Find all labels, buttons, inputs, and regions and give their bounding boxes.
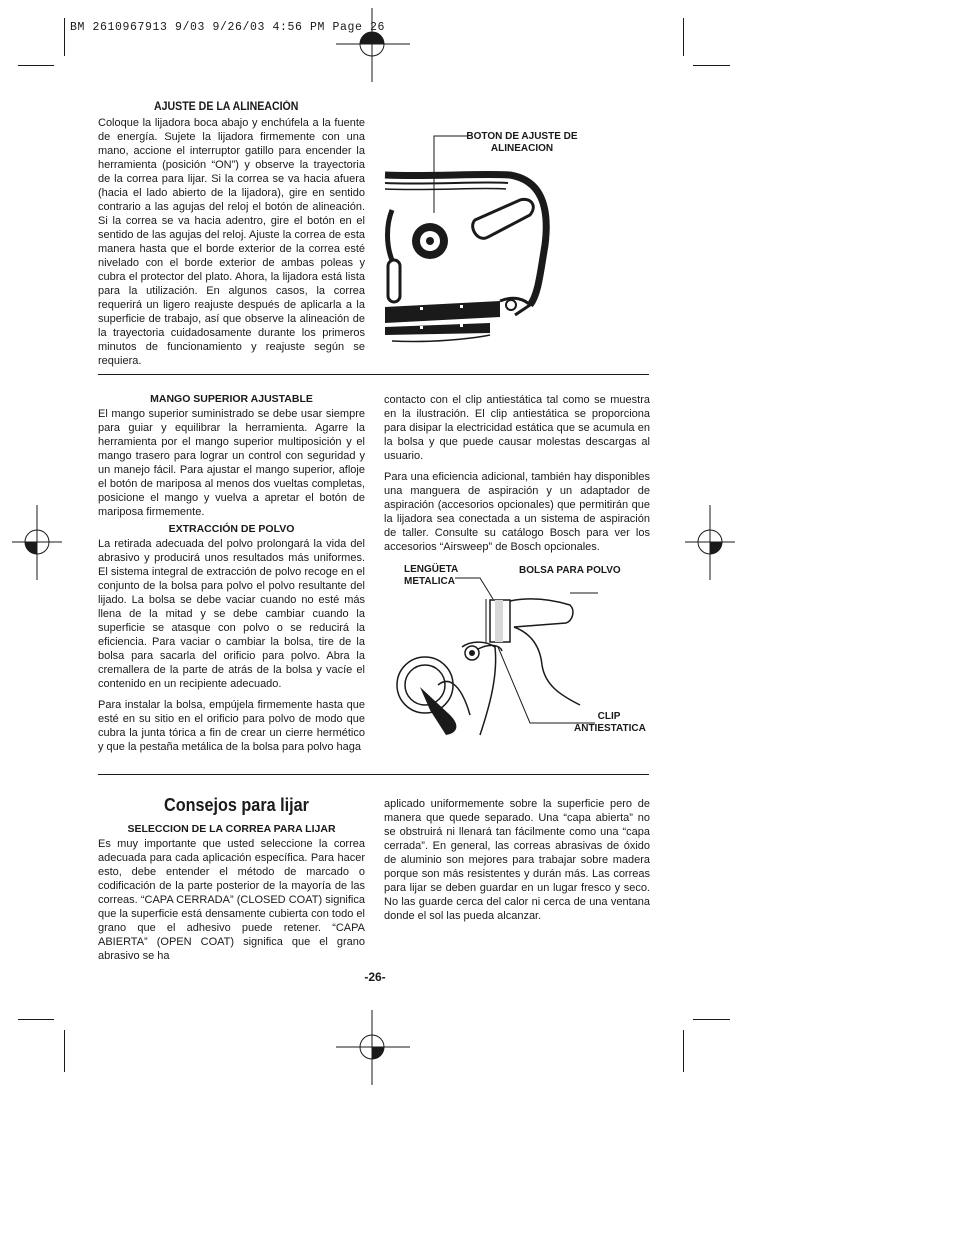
- label-line: ANTIESTATICA: [574, 723, 646, 734]
- label-line: BOTON DE AJUSTE DE: [466, 131, 578, 142]
- dust-bag-illustration: [390, 575, 640, 755]
- handle-body: El mango superior suministrado se debe usar siempre para guiar y equilibrar la herramienta. Agarre la herramienta por el mango superior multiposición y el mango trasero para lograr un control con seguridad y un manejo fácil. Para ajustar el mango superior, afloje el botón de mariposa al menos dos vueltas completas, posicione el mango y vuelva a apretar el botón de mariposa firmemente.: [98, 408, 365, 518]
- paragraph: La retirada adecuada del polvo prolongará la vida del abrasivo y producirá unos resultados más uniformes. El sistema integral de extracción de polvo recoge en el conjunto de la bolsa para polvo el polvo resultante del lijado. La bolsa se debe vaciar cuando no esté más llena de la mitad y se debe cambiar cuando la superficie se atasque con polvo o se reducirá la eficiencia. Para vaciar o cambiar la bolsa, tire de la bolsa para sacarla del orificio para polvo. Abra la cremallera de la parte de atrás de la bolsa y vacíe el contenido en un recipiente adecuado.: [98, 538, 365, 690]
- dust-body-left: [98, 537, 365, 761]
- alignment-body: Coloque la lijadora boca abajo y enchúfela a la fuente de energía. Sujete la lijadora firmemente con una mano, accione el interruptor gatillo para encender la herramienta (posición “ON”) y observe la trayectoria de la correa para lijar. Si la correa se va hacia afuera (hacia el lado abierto de la lijadora), gire en sentido contrario a las agujas del reloj el botón de alineación. Si la correa se va hacia adentro, gire el botón en el sentido de las agujas del reloj. Ajuste la correa de esta manera hasta que el borde exterior de la correa esté nivelado con el borde exterior de ambas poleas y cubra el protector del plato. Ahora, la lijadora está lista para la utilización. En algunos casos, la correa requerirá un ligero reajuste después de aplicarla a la superficie de trabajo, así que observe la alineación de la trayectoria cuidadosamente durante los primeros minutos de funcionamiento y reajuste según se requiera.: [98, 117, 365, 367]
- paragraph: contacto con el clip antiestática tal como se muestra en la ilustración. El clip antiestática se proporciona para disipar la electricidad estática que se acumula en la bolsa y que puede causar molestas descargas al usuario.: [384, 394, 650, 462]
- handle-heading: MANGO SUPERIOR AJUSTABLE: [150, 393, 313, 405]
- label-line: ALINEACION: [490, 143, 554, 154]
- belt-selection-heading: SELECCION DE LA CORREA PARA LIJAR: [127, 823, 336, 835]
- label-line: METALICA: [404, 576, 455, 587]
- page-number: -26-: [364, 970, 386, 984]
- alignment-knob-illustration: [380, 135, 560, 350]
- bag-label: BOLSA PARA POLVO: [519, 565, 621, 576]
- label-line: CLIP: [597, 711, 621, 722]
- section-divider: [98, 774, 649, 775]
- dust-heading: EXTRACCIÓN DE POLVO: [168, 523, 295, 535]
- paragraph: Para instalar la bolsa, empújela firmemente hasta que esté en su sitio en el orificio para polvo de modo que cubra la junta tórica a fin de crear un cierre hermético y que la pestaña metálica de la bolsa para polvo haga: [98, 699, 365, 753]
- section-divider: [98, 374, 649, 375]
- dust-body-right: [384, 393, 650, 561]
- belt-selection-body-right: aplicado uniformemente sobre la superficie pero de manera que quede separado. Una “capa abierta” no se obstruirá ni llenará tan fácilmente como una “capa cerrada”. En general, las correas abrasivas de óxido de aluminio son mejores para trabajar sobre madera porque son más resistentes y durán más. Las correas para lijar se deben guardar en un lugar fresco y seco. No las guarde cerca del calor ni cerca de una ventana donde el sol las pueda alcanzar.: [384, 798, 650, 922]
- label-line: LENGÜETA: [404, 564, 459, 575]
- paragraph: Para una eficiencia adicional, también hay disponibles una manguera de aspiración y un adaptador de aspiración (accesorios opcionales) que permitirán que la lijadora sea conectada a un sistema de aspiración de taller. Consulte su catálogo Bosch para ver los accesorios “Airsweep” de Bosch opcionales.: [384, 471, 650, 553]
- alignment-heading: AJUSTE DE LA ALINEACIÓN: [154, 101, 299, 113]
- print-slug: BM 2610967913 9/03 9/26/03 4:56 PM Page 26: [70, 21, 386, 34]
- belt-selection-body-left: Es muy importante que usted seleccione la correa adecuada para cada aplicación específica. Para hacer esto, debe entender el método de marcado o codificación de la parte posterior de la mayoría de las correas. “CAPA CERRADA” (CLOSED COAT) significa que la superficie está densamente cubierta con todo el grano que el adhesivo puede retener. “CAPA ABIERTA” (OPEN COAT) significa que el grano abrasivo se ha: [98, 838, 365, 962]
- sanding-tips-title: Consejos para lijar: [164, 795, 309, 815]
